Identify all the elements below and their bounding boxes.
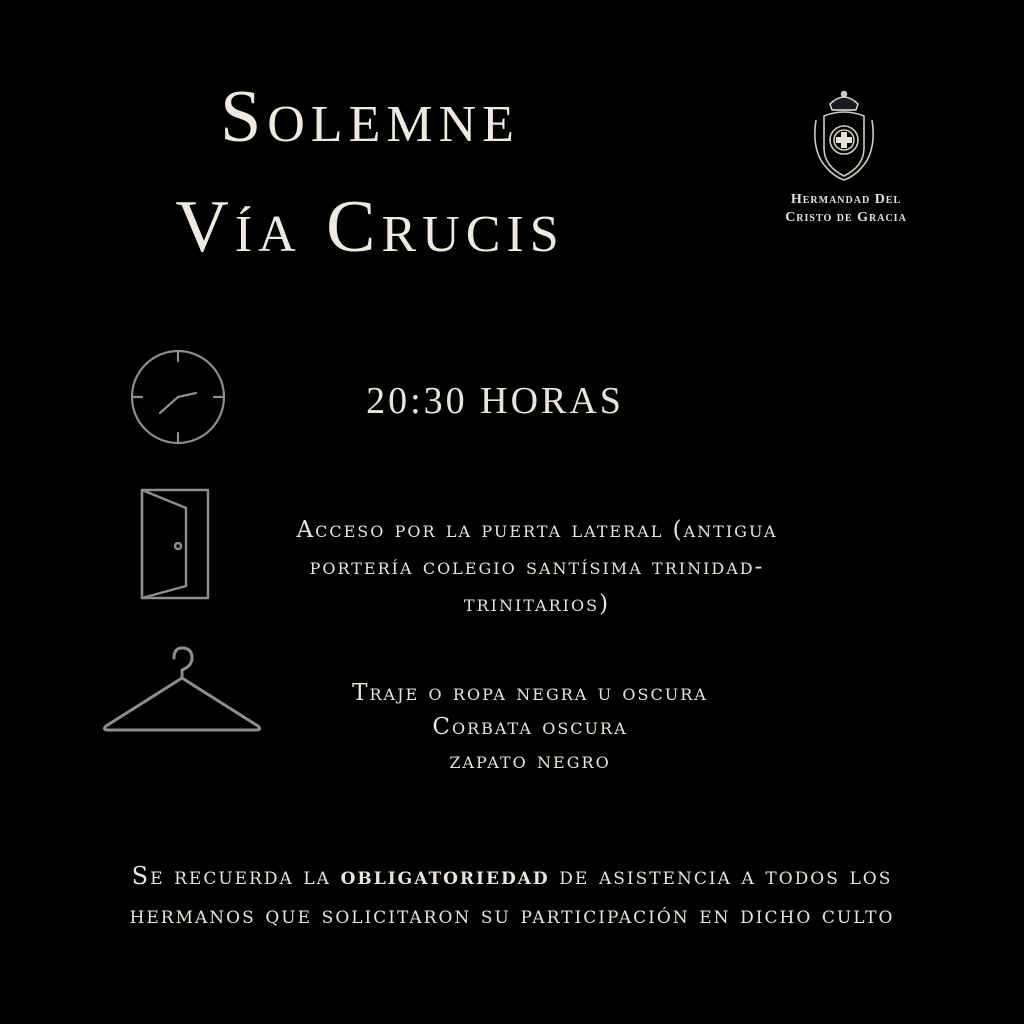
dress-line-1: Traje o ropa negra u oscura bbox=[352, 680, 708, 706]
brotherhood-name-line-1: Hermandad Del bbox=[790, 192, 902, 207]
brotherhood-name-line-2: Cristo de Gracia bbox=[785, 210, 907, 225]
access-info bbox=[232, 512, 842, 623]
dress-code bbox=[290, 676, 770, 778]
dress-line-3: zapato negro bbox=[449, 748, 611, 774]
event-time: 20:30 HORAS bbox=[366, 380, 624, 422]
access-line-1: Acceso por la puerta lateral (antigua bbox=[296, 517, 778, 543]
access-line-2: portería colegio santísima trinidad- bbox=[309, 554, 765, 580]
reminder-line-2: hermanos que solicitaron su participación en dicho culto bbox=[129, 901, 895, 929]
door-icon bbox=[138, 486, 212, 602]
dress-line-2: Corbata oscura bbox=[432, 714, 628, 740]
reminder-emphasis: obligatoriedad bbox=[340, 861, 550, 890]
clock-icon bbox=[128, 347, 228, 447]
reminder-line-1 bbox=[30, 856, 994, 896]
title-line-1: Solemne bbox=[220, 76, 520, 158]
access-line-3: trinitarios) bbox=[463, 591, 611, 617]
reminder-text-end: de asistencia a todos los bbox=[549, 862, 893, 890]
attendance-reminder bbox=[30, 856, 994, 935]
reminder-text-start: Se recuerda la bbox=[131, 862, 341, 890]
crest-emblem bbox=[808, 86, 880, 182]
title-line-2: Vía Crucis bbox=[175, 186, 565, 268]
hanger-icon bbox=[100, 644, 264, 736]
